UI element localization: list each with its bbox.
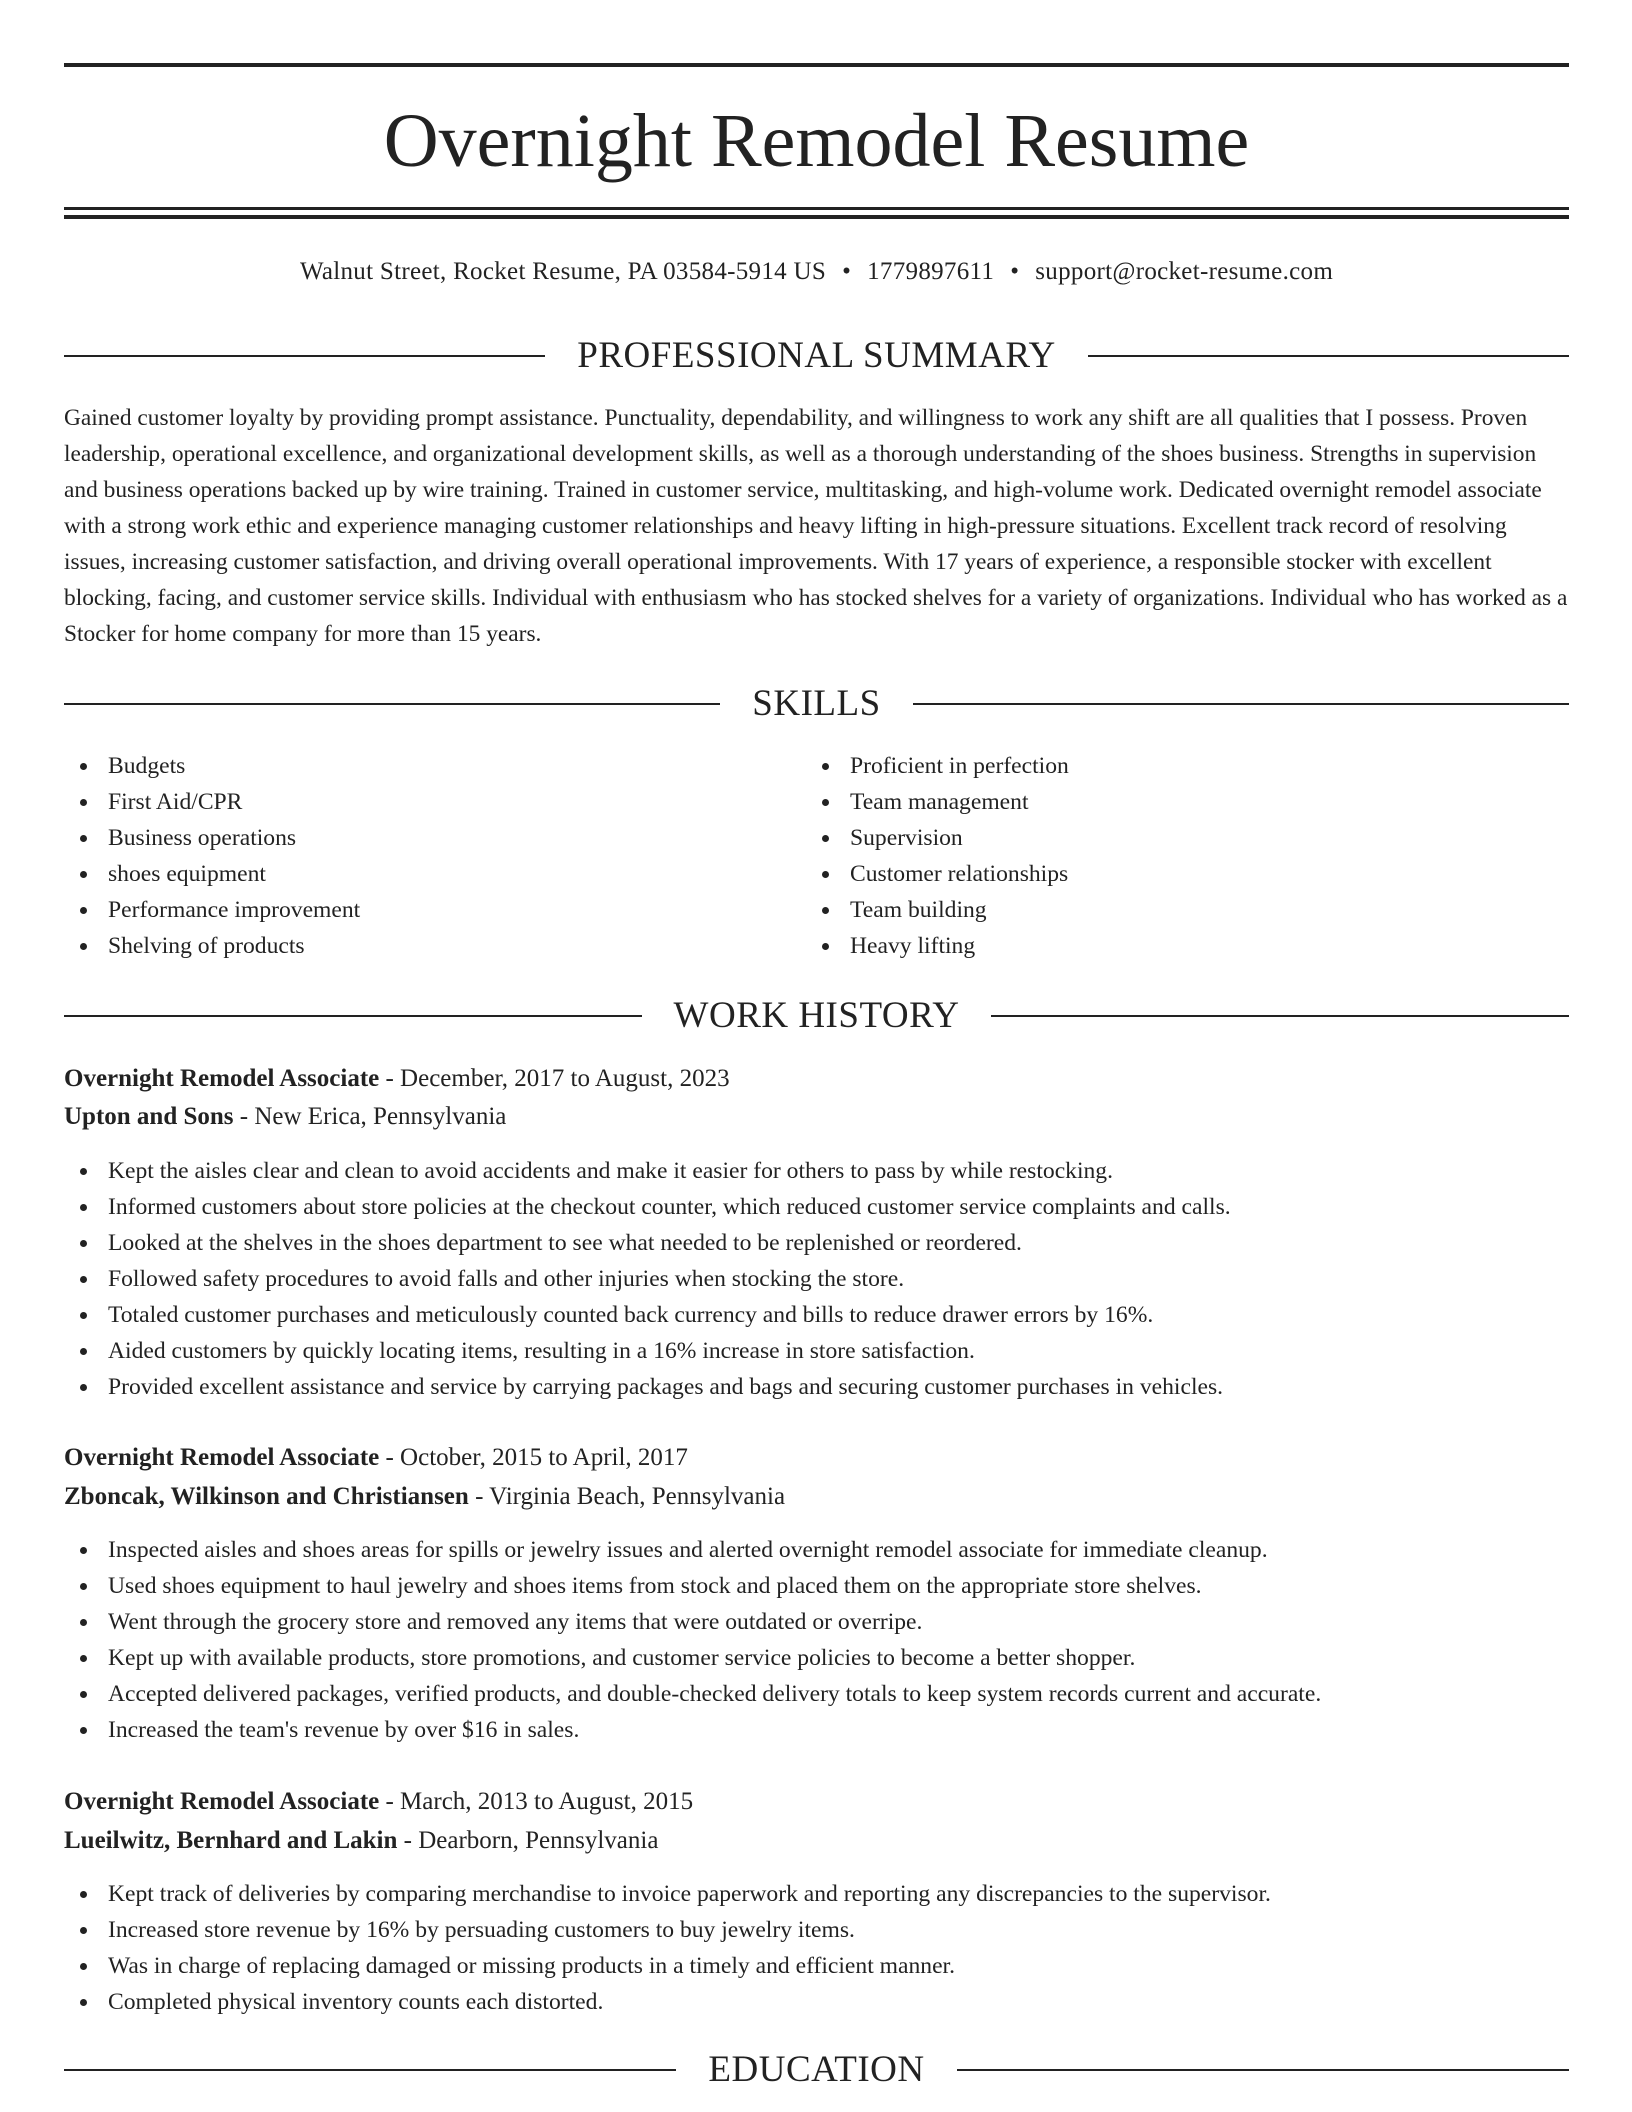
job-bullet: Totaled customer purchases and meticulously counted back currency and bills to reduce drawer errors by 16%. [64,1297,1231,1333]
job-dates: - December, 2017 to August, 2023 [379,1065,730,1092]
skill-item: Business operations [64,820,764,856]
job-title: Overnight Remodel Associate [64,1065,380,1092]
section-header-work-history [64,994,1569,1038]
contact-email: support@rocket-resume.com [1035,258,1334,285]
job-dates: - October, 2015 to April, 2017 [379,1444,688,1471]
section-rule-left [64,1015,642,1017]
skill-item: Team building [806,892,1506,928]
skills-list-left [64,748,764,964]
skills-list-right [806,748,1506,964]
skill-item: Shelving of products [64,928,764,964]
skill-item: Supervision [806,820,1506,856]
job-location: - New Erica, Pennsylvania [233,1103,507,1130]
job-title-line [64,1440,688,1476]
job-bullets [64,1532,1321,1748]
section-title: PROFESSIONAL SUMMARY [577,335,1056,376]
job-company-line [64,1823,658,1859]
skill-item: Team management [806,784,1506,820]
resume-title: Overnight Remodel Resume [383,99,1250,183]
contact-line [64,256,1569,288]
section-rule-left [64,703,720,705]
section-header-skills [64,682,1569,726]
contact-separator: • [842,258,852,285]
job-bullet: Used shoes equipment to haul jewelry and shoes items from stock and placed them on the appropriate store shelves. [64,1568,1321,1604]
skill-item: Proficient in perfection [806,748,1506,784]
section-rule-right [957,2069,1569,2071]
job-bullet: Completed physical inventory counts each distorted. [64,1984,1271,2020]
title-double-rule-upper [64,207,1569,210]
section-rule-left [64,355,545,357]
section-title: EDUCATION [708,2049,925,2090]
job-company: Zboncak, Wilkinson and Christiansen [64,1483,469,1510]
skill-item: First Aid/CPR [64,784,764,820]
job-bullet: Aided customers by quickly locating items, resulting in a 16% increase in store satisfaction. [64,1333,1231,1369]
job-bullet: Went through the grocery store and removed any items that were outdated or overripe. [64,1604,1321,1640]
section-rule-right [991,1015,1569,1017]
job-bullet: Inspected aisles and shoes areas for spills or jewelry issues and alerted overnight remodel associate for immediate cleanup. [64,1532,1321,1568]
job-bullet: Increased store revenue by 16% by persuading customers to buy jewelry items. [64,1912,1271,1948]
job-bullets [64,1153,1231,1405]
section-rule-left [64,2069,676,2071]
job-company: Lueilwitz, Bernhard and Lakin [64,1827,398,1854]
skill-item: Customer relationships [806,856,1506,892]
job-location: - Virginia Beach, Pennsylvania [468,1483,786,1510]
job-company: Upton and Sons [64,1103,234,1130]
job-bullet: Accepted delivered packages, verified products, and double-checked delivery totals to keep system records current and accurate. [64,1676,1321,1712]
job-bullet: Kept the aisles clear and clean to avoid accidents and make it easier for others to pass by while restocking. [64,1153,1231,1189]
section-header-summary [64,334,1569,378]
job-bullet: Kept up with available products, store promotions, and customer service policies to become a better shopper. [64,1640,1321,1676]
job-bullet: Increased the team's revenue by over $16 in sales. [64,1712,1321,1748]
job-title: Overnight Remodel Associate [64,1788,380,1815]
section-rule-right [1088,355,1569,357]
job-title-line [64,1784,693,1820]
job-location: - Dearborn, Pennsylvania [397,1827,659,1854]
job-bullet: Was in charge of replacing damaged or missing products in a timely and efficient manner. [64,1948,1271,1984]
job-title-line [64,1061,730,1097]
section-rule-right [913,703,1569,705]
job-bullet: Looked at the shelves in the shoes department to see what needed to be replenished or reordered. [64,1225,1231,1261]
job-dates: - March, 2013 to August, 2015 [379,1788,694,1815]
job-bullet: Provided excellent assistance and service by carrying packages and bags and securing customer purchases in vehicles. [64,1369,1231,1405]
contact-address: Walnut Street, Rocket Resume, PA 03584-5914 US [299,258,827,285]
job-bullet: Informed customers about store policies at the checkout counter, which reduced customer service complaints and calls. [64,1189,1231,1225]
job-title: Overnight Remodel Associate [64,1444,380,1471]
title-double-rule-lower [64,215,1569,219]
skill-item: Performance improvement [64,892,764,928]
job-company-line [64,1099,506,1135]
skill-item: shoes equipment [64,856,764,892]
section-title: WORK HISTORY [673,995,960,1036]
skill-item: Heavy lifting [806,928,1506,964]
summary-text: Gained customer loyalty by providing prompt assistance. Punctuality, dependability, and willingness to work any shift are all qualities that I possess. Proven leadership, operational excellence, and organizational development skills, as well as a thorough understanding of the shoes business. Strengths in supervision and business operations backed up by wire training. Trained in customer service, multitasking, and high-volume work. Dedicated overnight remodel associate with a strong work ethic and experience managing customer relationships and heavy lifting in high-pressure situations. Excellent track record of resolving issues, increasing customer satisfaction, and driving overall operational improvements. With 17 years of experience, a responsible stocker with excellent blocking, facing, and customer service skills. Individual with enthusiasm who has stocked shelves for a variety of organizations. Individual who has worked as a Stocker for home company for more than 15 years. [64,405,1568,647]
top-rule [64,63,1569,67]
section-title: SKILLS [752,683,881,724]
skill-item: Budgets [64,748,764,784]
job-bullet: Followed safety procedures to avoid falls and other injuries when stocking the store. [64,1261,1231,1297]
job-bullets [64,1876,1271,2020]
job-company-line [64,1479,785,1515]
job-bullet: Kept track of deliveries by comparing merchandise to invoice paperwork and reporting any discrepancies to the supervisor. [64,1876,1271,1912]
contact-separator: • [1010,258,1020,285]
section-header-education [64,2048,1569,2092]
contact-phone: 1779897611 [867,258,995,285]
